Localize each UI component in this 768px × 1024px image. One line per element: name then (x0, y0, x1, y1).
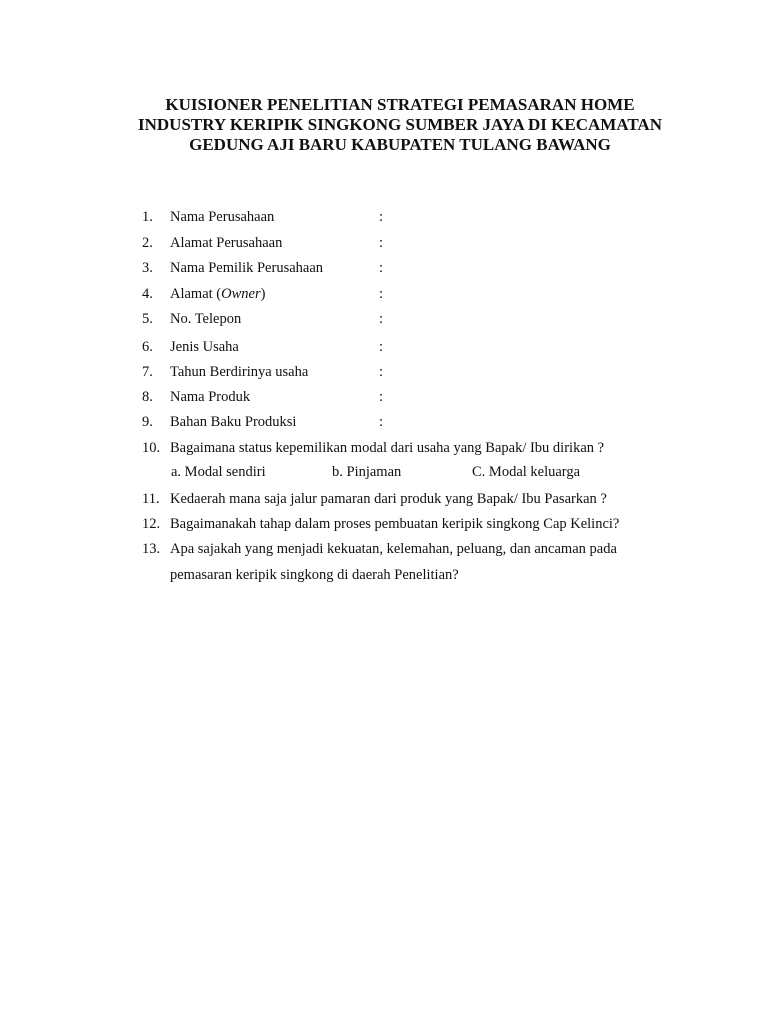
question-number: 10. (142, 440, 161, 456)
field-number: 8. (142, 389, 153, 405)
question-text: Kedaerah mana saja jalur pamaran dari produk yang Bapak/ Ibu Pasarkan ? (170, 491, 607, 507)
field-number: 2. (142, 235, 153, 251)
field-label: Nama Produk (170, 389, 251, 405)
field-colon: : (379, 339, 384, 355)
field-number: 4. (142, 286, 153, 302)
field-number: 7. (142, 364, 153, 380)
field-colon: : (379, 311, 384, 327)
field-colon: : (379, 209, 384, 225)
question-text-line-2: pemasaran keripik singkong di daerah Penelitian? (170, 567, 459, 583)
field-label: Alamat Perusahaan (170, 235, 283, 251)
question-number: 11. (142, 491, 160, 507)
field-label: Nama Pemilik Perusahaan (170, 260, 324, 276)
field-number: 6. (142, 339, 153, 355)
field-number: 1. (142, 209, 153, 225)
title-line-3: GEDUNG AJI BARU KABUPATEN TULANG BAWANG (189, 135, 611, 154)
field-number: 5. (142, 311, 153, 327)
field-colon: : (379, 260, 384, 276)
question-number: 13. (142, 541, 161, 557)
field-label: Jenis Usaha (170, 339, 239, 355)
option-a: a. Modal sendiri (171, 464, 266, 480)
field-number: 3. (142, 260, 153, 276)
field-label: No. Telepon (170, 311, 242, 327)
question-number: 12. (142, 516, 161, 532)
field-label (170, 285, 265, 303)
field-colon: : (379, 389, 384, 405)
title-line-2: INDUSTRY KERIPIK SINGKONG SUMBER JAYA DI KECAMATAN (138, 115, 662, 134)
field-colon: : (379, 235, 384, 251)
field-label: Nama Perusahaan (170, 209, 275, 225)
field-colon: : (379, 286, 384, 302)
option-c: C. Modal keluarga (472, 464, 581, 480)
option-b: b. Pinjaman (332, 464, 402, 480)
field-number: 9. (142, 414, 153, 430)
question-text: Bagaimana status kepemilikan modal dari usaha yang Bapak/ Ibu dirikan ? (170, 440, 605, 456)
field-colon: : (379, 364, 384, 380)
field-colon: : (379, 414, 384, 430)
field-label-italic: Owner (221, 286, 261, 302)
question-text: Bagaimanakah tahap dalam proses pembuatan keripik singkong Cap Kelinci? (170, 516, 620, 532)
title-line-1: KUISIONER PENELITIAN STRATEGI PEMASARAN HOME (165, 95, 635, 114)
field-label: Bahan Baku Produksi (170, 414, 297, 430)
field-label-suffix: ) (260, 286, 266, 302)
field-label-prefix: Alamat ( (170, 286, 222, 302)
question-text: Apa sajakah yang menjadi kekuatan, kelemahan, peluang, dan ancaman pada (170, 541, 617, 557)
field-label: Tahun Berdirinya usaha (170, 364, 309, 380)
